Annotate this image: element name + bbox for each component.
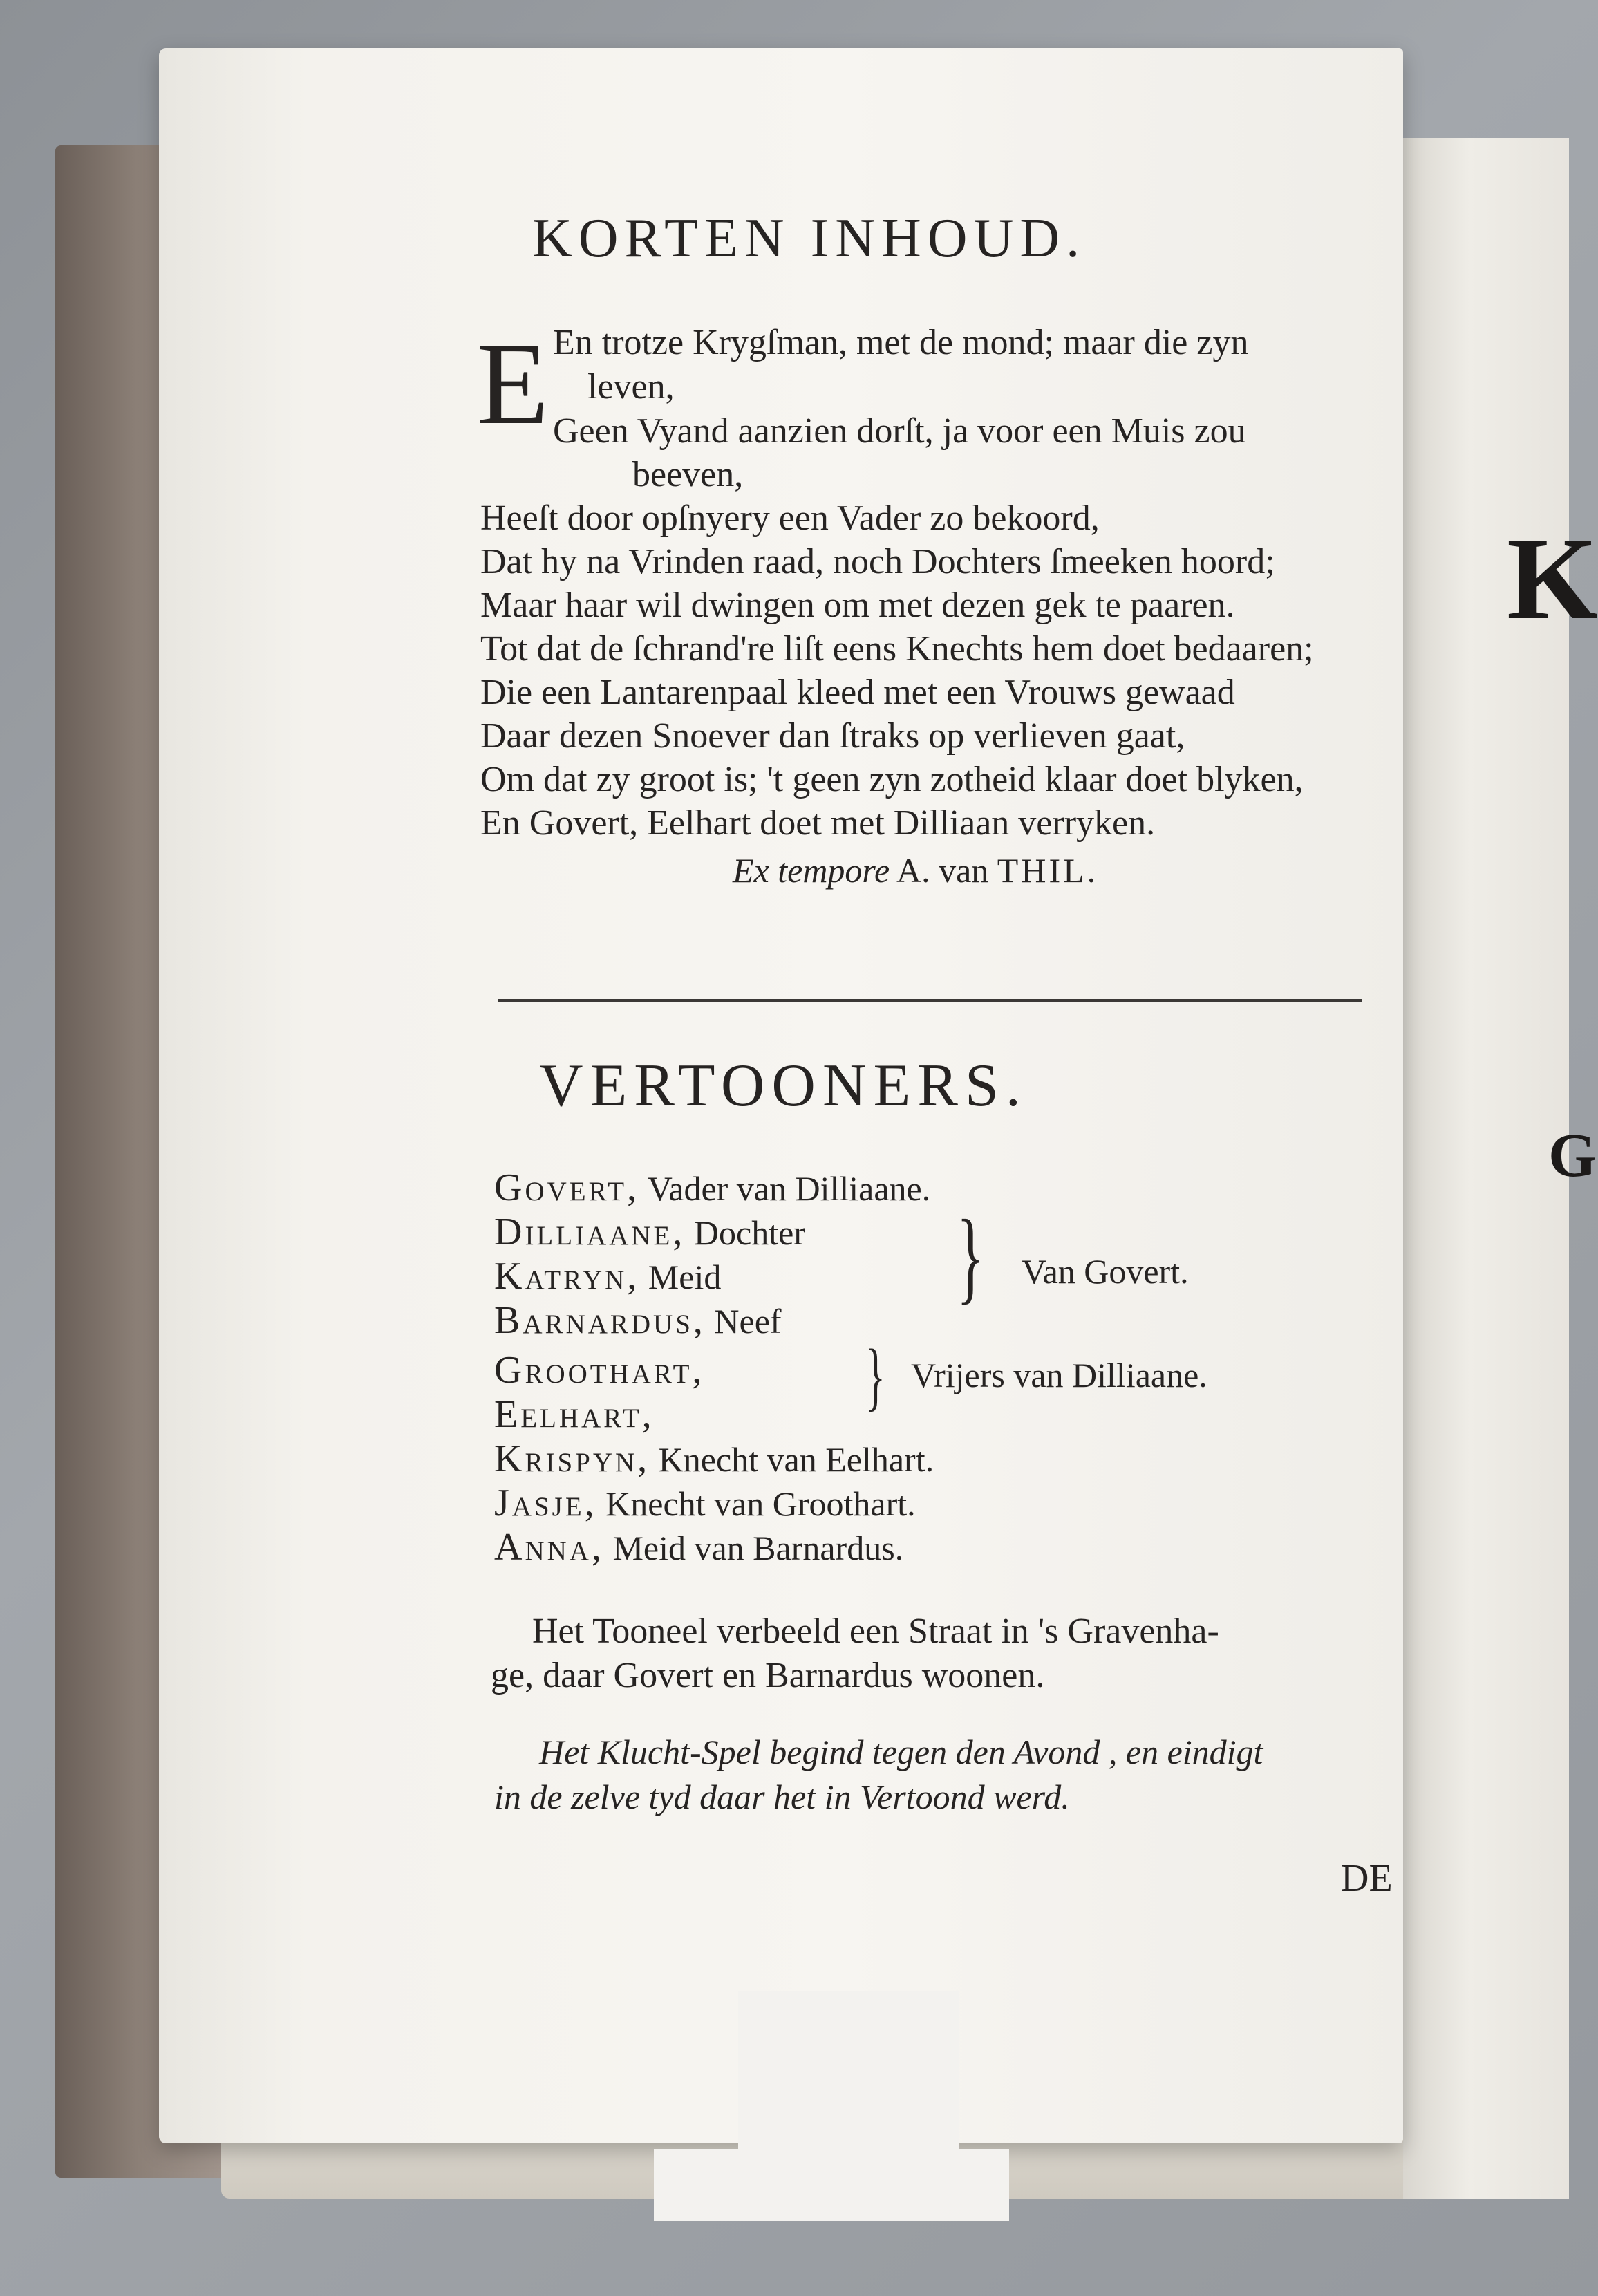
facing-page — [1403, 138, 1598, 2199]
group-label-vrijers: Vrijers van Dilliaane. — [911, 1356, 1207, 1394]
poem-line: Die een Lantarenpaal kleed met een Vrouws gewaad — [480, 673, 1235, 712]
cast-name: Eelhart, — [494, 1393, 655, 1436]
catchword: DE — [1341, 1857, 1393, 1900]
poem-line: Om dat zy groot is; 't geen zyn zotheid klaar doet blyken, — [480, 760, 1304, 799]
signature-surname: THIL. — [997, 851, 1099, 890]
cast-name: Anna, — [494, 1526, 604, 1569]
signature — [733, 850, 1098, 890]
poem-line: En trotze Krygſman, met de mond; maar die zyn — [553, 323, 1249, 362]
poem-line: leven, — [588, 367, 675, 407]
setting-line-2: ge, daar Govert en Barnardus woonen. — [491, 1656, 1045, 1695]
drop-cap: E — [477, 319, 549, 449]
cast-entry — [494, 1392, 655, 1437]
facing-page-letter-g: G — [1548, 1121, 1597, 1190]
facing-page-letter-k: K — [1507, 514, 1598, 644]
page-title: KORTEN INHOUD. — [532, 208, 1087, 269]
cast-entry — [494, 1166, 930, 1210]
poem-line: Tot dat de ſchrand're liſt eens Knechts hem doet bedaaren; — [480, 629, 1314, 669]
signature-name: A. van — [896, 851, 989, 890]
setting-line-1: Het Tooneel verbeeld een Straat in 's Gravenha- — [532, 1612, 1219, 1651]
cast-role: Meid — [648, 1258, 722, 1296]
cast-name: Jasje, — [494, 1482, 597, 1524]
cast-name: Krispyn, — [494, 1437, 650, 1480]
cast-role: Dochter — [693, 1213, 805, 1252]
cast-entry — [494, 1254, 721, 1298]
section-divider — [498, 999, 1362, 1002]
cast-entry — [494, 1481, 916, 1525]
cast-name: Katryn, — [494, 1255, 640, 1298]
poem-line: Heeſt door opſnyery een Vader zo bekoord, — [480, 498, 1100, 538]
cast-entry — [494, 1348, 704, 1392]
cast-role: Neef — [714, 1302, 782, 1341]
poem-line: Dat hy na Vrinden raad, noch Dochters ſmeeken hoord; — [480, 542, 1275, 581]
cast-role: Knecht van Groothart. — [605, 1484, 916, 1523]
signature-ex-tempore: Ex tempore — [733, 851, 890, 890]
cast-role: Vader van Dilliaane. — [647, 1169, 931, 1208]
brace-vrijers: } — [865, 1334, 885, 1418]
cast-entry — [494, 1210, 805, 1254]
cast-entry — [494, 1298, 782, 1343]
paper-patch — [738, 1991, 959, 2150]
cast-name: Groothart, — [494, 1349, 705, 1392]
cast-entry — [494, 1525, 903, 1569]
cast-role: Knecht van Eelhart. — [658, 1440, 934, 1479]
poem-line: En Govert, Eelhart doet met Dilliaan verryken. — [480, 803, 1156, 843]
poem-line: Maar haar wil dwingen om met dezen gek te paaren. — [480, 586, 1235, 625]
cast-role: Meid van Barnardus. — [612, 1529, 904, 1567]
poem-line: Geen Vyand aanzien dorſt, ja voor een Muis zou — [553, 411, 1246, 451]
brace-van-govert: } — [957, 1199, 984, 1314]
group-label-van-govert: Van Govert. — [1022, 1252, 1189, 1291]
poem-line: Daar dezen Snoever dan ſtraks op verlieven gaat, — [480, 716, 1185, 756]
note-line-1: Het Klucht-Spel begind tegen den Avond , en eindigt — [539, 1733, 1263, 1771]
cast-name: Barnardus, — [494, 1299, 706, 1342]
poem-line: beeven, — [632, 455, 744, 494]
cast-name: Govert, — [494, 1166, 640, 1209]
note-line-2: in de zelve tyd daar het in Vertoond werd. — [494, 1777, 1070, 1816]
cast-name: Dilliaane, — [494, 1211, 686, 1253]
paper-patch — [654, 2149, 1009, 2221]
cast-entry — [494, 1437, 934, 1481]
cast-title: VERTOONERS. — [539, 1052, 1028, 1119]
